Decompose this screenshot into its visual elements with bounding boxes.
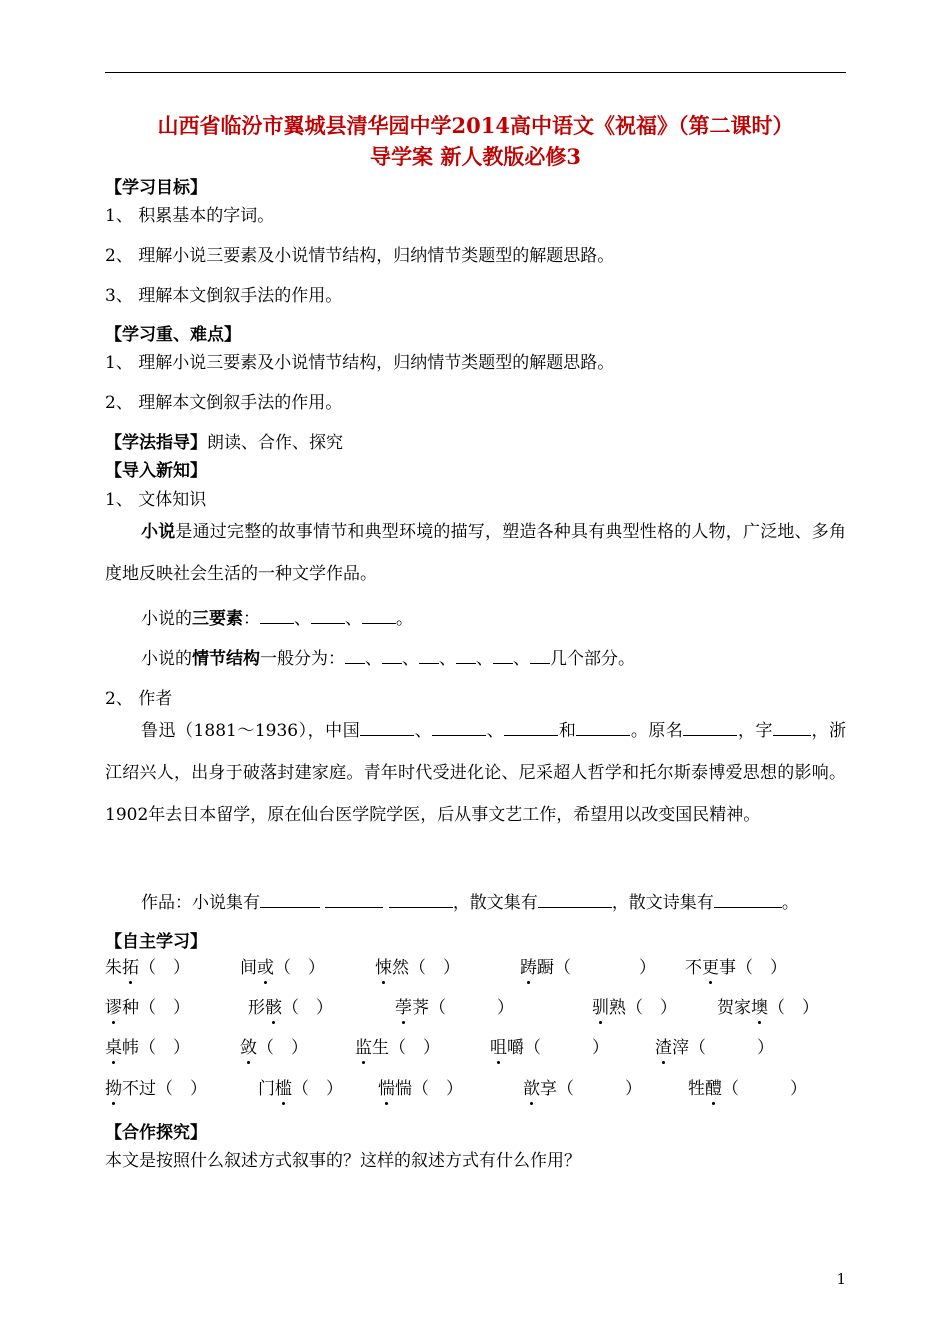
fill-blank[interactable] — [714, 893, 782, 908]
vocab-item: 门槛（ ） — [258, 1079, 343, 1099]
fill-blank[interactable] — [362, 609, 396, 624]
plot-term: 情节结构 — [192, 649, 260, 669]
cooperation-question: 本文是按照什么叙述方式叙事的？这样的叙述方式有什么作用？ — [105, 1151, 581, 1171]
vocab-row — [105, 953, 846, 983]
goal-item: 1、 积累基本的字词。 — [105, 206, 275, 226]
author-and: 和 — [558, 721, 577, 741]
author-bio-text: ，浙江绍兴人，出身于破落封建家庭。青年时代受进化论、尼采超人哲学和托尔斯泰博爱思想的影响。1902年去日本留学，原在仙台医学院学医，后从事文艺工作，希望用以改变国民精神。 — [105, 721, 847, 825]
fill-blank[interactable] — [530, 649, 550, 664]
fill-blank[interactable] — [493, 649, 513, 664]
goal-item: 3、 理解本文倒叙手法的作用。 — [105, 286, 343, 306]
fill-blank[interactable] — [432, 721, 486, 736]
document-title-line2: 导学案 新人教版必修3 — [370, 144, 581, 169]
three-elements-colon: ： — [243, 609, 260, 629]
vocab-item: 贺家墺（ ） — [717, 998, 819, 1018]
fill-blank[interactable] — [311, 609, 345, 624]
fill-blank[interactable] — [538, 893, 612, 908]
vocab-item: 桌帏（ ） — [105, 1038, 190, 1058]
vocab-row — [105, 1033, 846, 1063]
plot-structure-line — [141, 644, 635, 669]
vocab-item: 荸荠（ ） — [395, 998, 514, 1018]
vocab-item: 朱拓（ ） — [105, 958, 190, 978]
author-original-name: 。原名 — [630, 721, 684, 741]
separator: 、 — [365, 649, 382, 669]
document-title-line1: 山西省临汾市翼城县清华园中学2014高中语文《祝福》（第二课时） — [157, 113, 794, 138]
three-elements-term: 三要素 — [192, 609, 243, 629]
method-line — [105, 428, 343, 453]
novel-definition-text: 是通过完整的故事情节和典型环境的描写，塑造各种具有典型性格的人物，广泛地、多角度地反映社会生活的一种文学作品。 — [105, 522, 847, 584]
method-text: 朗读、合作、探究 — [207, 433, 343, 453]
fill-blank[interactable] — [325, 893, 383, 908]
fill-blank[interactable] — [576, 721, 630, 736]
vocab-item: 拗不过（ ） — [105, 1079, 207, 1099]
vocab-row — [105, 1074, 846, 1104]
separator: 、 — [345, 609, 362, 629]
vocab-item: 牲醴（ ） — [688, 1079, 807, 1099]
plot-prefix: 小说的 — [141, 649, 192, 669]
novel-definition — [105, 511, 846, 595]
fill-blank[interactable] — [260, 609, 294, 624]
author-text: 鲁迅（1881～1936），中国 — [141, 721, 361, 741]
separator: 、 — [486, 721, 505, 741]
cooperation-heading: 【合作探究】 — [105, 1123, 207, 1143]
author-courtesy-name: ，字 — [737, 721, 773, 741]
key-point-item: 1、 理解小说三要素及小说情节结构，归纳情节类题型的解题思路。 — [105, 353, 615, 373]
author-paragraph — [105, 710, 846, 836]
plot-mid: 一般分为： — [260, 649, 345, 669]
end-mark: 。 — [396, 609, 413, 629]
end-mark: 。 — [781, 893, 799, 913]
works-line — [141, 888, 799, 913]
separator: 、 — [402, 649, 419, 669]
vocab-item: 驯熟（ ） — [592, 998, 677, 1018]
fill-blank[interactable] — [504, 721, 558, 736]
goal-item: 2、 理解小说三要素及小说情节结构，归纳情节类题型的解题思路。 — [105, 246, 615, 266]
novel-term: 小说 — [141, 522, 176, 542]
intro-sub-genre: 1、 文体知识 — [105, 490, 207, 510]
separator: 、 — [294, 609, 311, 629]
fill-blank[interactable] — [382, 649, 402, 664]
fill-blank[interactable] — [260, 893, 320, 908]
vocab-item: 监生（ ） — [355, 1038, 440, 1058]
vocab-row — [105, 993, 846, 1023]
vocab-item: 形骸（ ） — [248, 998, 333, 1018]
plot-tail: 几个部分。 — [550, 649, 635, 669]
key-point-item: 2、 理解本文倒叙手法的作用。 — [105, 393, 343, 413]
works-novels-label: 作品：小说集有 — [141, 893, 260, 913]
self-study-heading: 【自主学习】 — [105, 932, 207, 952]
vocab-item: 间或（ ） — [240, 958, 325, 978]
separator: 、 — [513, 649, 530, 669]
vocab-item: 咀嚼（ ） — [490, 1038, 609, 1058]
vocab-item: 踌蹰（ ） — [520, 958, 656, 978]
separator: 、 — [414, 721, 433, 741]
goals-heading: 【学习目标】 — [105, 178, 207, 198]
fill-blank[interactable] — [345, 649, 365, 664]
key-points-heading: 【学习重、难点】 — [105, 325, 241, 345]
works-prose-poems-label: ，散文诗集有 — [611, 893, 714, 913]
vocab-item: 渣滓（ ） — [655, 1038, 774, 1058]
fill-blank[interactable] — [456, 649, 476, 664]
three-elements-prefix: 小说的 — [141, 609, 192, 629]
method-heading: 【学法指导】 — [105, 433, 207, 453]
header-rule — [105, 72, 846, 73]
vocab-item: 惴惴（ ） — [378, 1079, 463, 1099]
fill-blank[interactable] — [773, 721, 811, 736]
works-essays-label: ，散文集有 — [452, 893, 538, 913]
page-number: 1 — [836, 1270, 846, 1288]
vocab-item: 歆享（ ） — [523, 1079, 642, 1099]
fill-blank[interactable] — [419, 649, 439, 664]
fill-blank[interactable] — [360, 721, 414, 736]
vocab-item: 悚然（ ） — [375, 958, 460, 978]
intro-heading: 【导入新知】 — [105, 461, 207, 481]
vocab-item: 谬种（ ） — [105, 998, 190, 1018]
fill-blank[interactable] — [683, 721, 737, 736]
fill-blank[interactable] — [389, 893, 453, 908]
separator: 、 — [476, 649, 493, 669]
vocab-item: 敛（ ） — [240, 1038, 308, 1058]
separator: 、 — [439, 649, 456, 669]
vocab-item: 不更事（ ） — [685, 958, 787, 978]
intro-sub-author: 2、 作者 — [105, 689, 173, 709]
three-elements-line — [141, 604, 413, 629]
